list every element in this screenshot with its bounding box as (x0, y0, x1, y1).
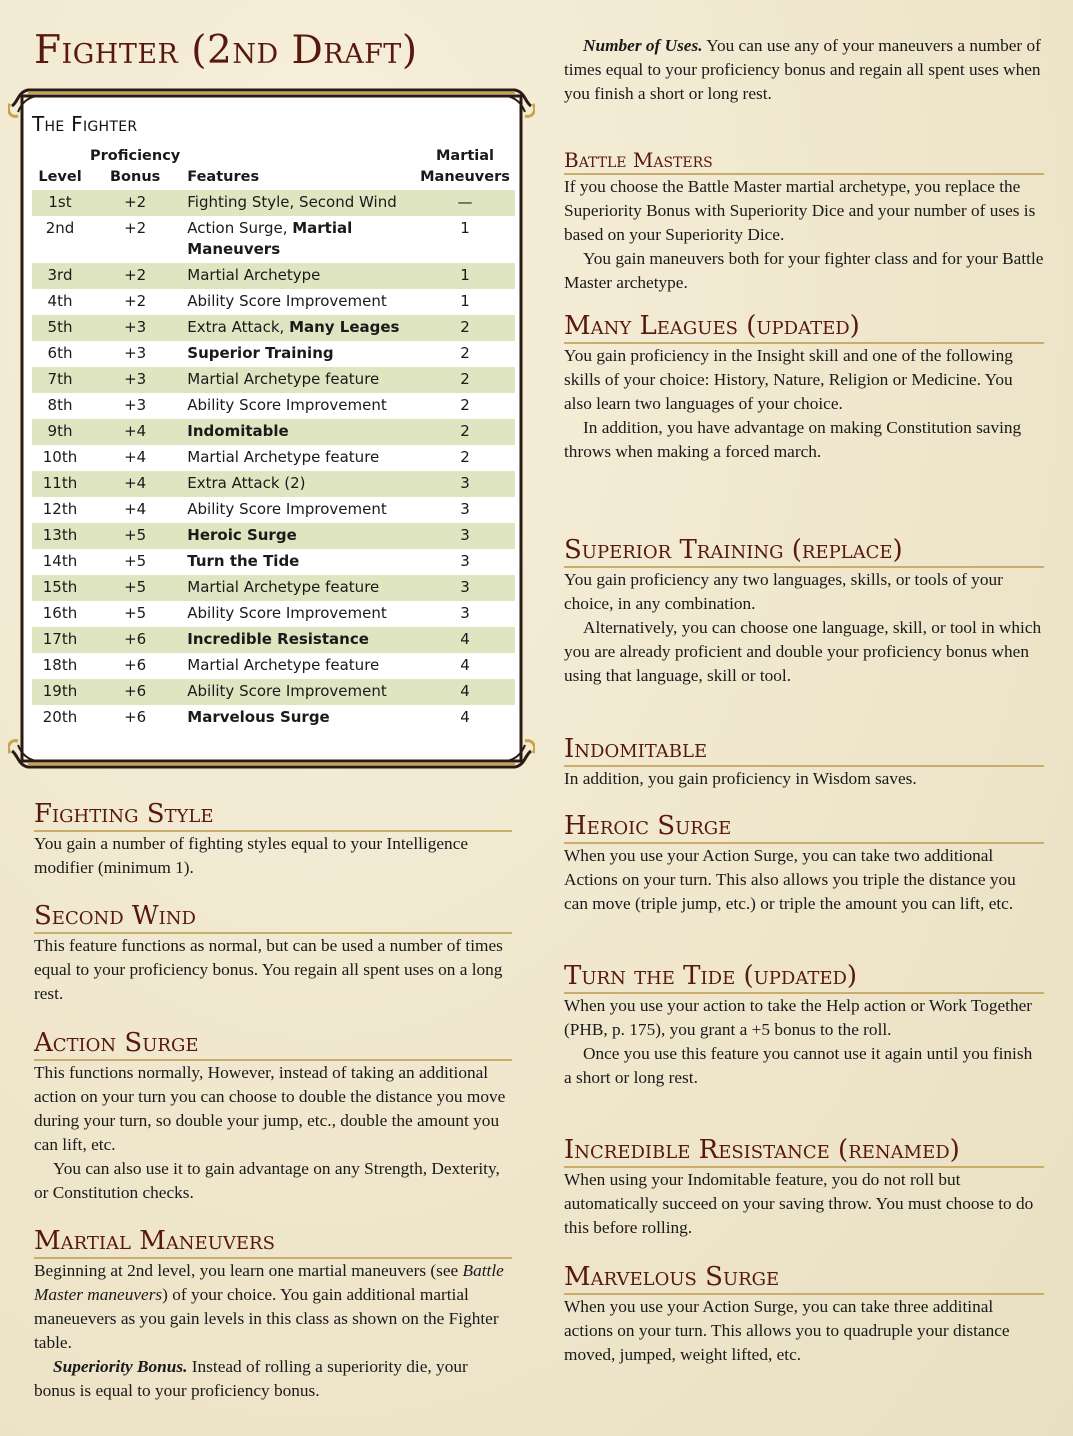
table-row (32, 705, 515, 731)
heading-martial-maneuvers: Martial Maneuvers (34, 1226, 512, 1259)
table-row (32, 523, 515, 549)
maneuvers-cell: 3 (460, 500, 470, 518)
features-cell (182, 289, 415, 315)
table-row (32, 393, 515, 419)
features-cell (182, 367, 415, 393)
features-cell (182, 601, 415, 627)
bonus-cell: +3 (124, 396, 147, 414)
feature-text: Ability Score Improvement (187, 604, 387, 622)
table-row (32, 445, 515, 471)
header-features: Features (187, 169, 260, 185)
level-cell: 1st (48, 193, 72, 211)
level-cell: 17th (42, 630, 78, 648)
feature-text: Martial Archetype feature (187, 370, 380, 388)
bonus-cell: +5 (124, 526, 147, 544)
section-indomitable (564, 734, 1044, 791)
incredible-resistance-text: When using your Indomitable feature, you do not roll but automatically succeed on your saving throw. You must choose to do this before rolling. (564, 1170, 1034, 1237)
feature-text: Martial Archetype feature (187, 448, 380, 466)
features-cell (182, 523, 415, 549)
bonus-cell: +3 (124, 344, 147, 362)
features-cell (182, 315, 415, 341)
maneuvers-cell: 4 (460, 630, 470, 648)
battle-masters-text-1: If you choose the Battle Master martial archetype, you replace the Superiority Bonus with Superiority Dice and your number of uses is based on your Superiority Dice. (564, 177, 1036, 244)
feature-new-text: Many Leages (289, 318, 400, 336)
section-action-surge (34, 1028, 512, 1205)
maneuvers-cell: 3 (460, 474, 470, 492)
bonus-cell: +5 (124, 552, 147, 570)
action-surge-text-2: You can also use it to gain advantage on any Strength, Dexterity, or Constitution checks. (34, 1159, 500, 1202)
heading-indomitable: Indomitable (564, 734, 1044, 767)
level-cell: 9th (47, 422, 73, 440)
feature-new-text: Heroic Surge (187, 526, 297, 544)
level-cell: 3rd (47, 266, 73, 284)
table-row (32, 263, 515, 289)
number-of-uses-text: Number of Uses. You can use any of your maneuvers a number of times equal to your proficiency bonus and regain all spent uses when you finish a short or long rest. (564, 36, 1041, 103)
level-cell: 6th (47, 344, 73, 362)
bonus-cell: +6 (124, 656, 147, 674)
level-cell: 20th (42, 708, 78, 726)
maneuvers-cell: 1 (460, 266, 470, 284)
feature-new-text: Turn the Tide (187, 552, 300, 570)
bonus-cell: +5 (124, 578, 147, 596)
level-cell: 8th (47, 396, 73, 414)
maneuvers-cell: 2 (460, 422, 470, 440)
table-row (32, 315, 515, 341)
heading-incredible-resistance: Incredible Resistance (renamed) (564, 1135, 1044, 1168)
feature-text: Ability Score Improvement (187, 292, 387, 310)
heading-action-surge: Action Surge (34, 1028, 512, 1061)
feature-text: Ability Score Improvement (187, 682, 387, 700)
table-row (32, 575, 515, 601)
bonus-cell: +3 (124, 318, 147, 336)
bonus-cell: +2 (124, 193, 147, 211)
table-row (32, 367, 515, 393)
features-cell (182, 393, 415, 419)
feature-new-text: Indomitable (187, 422, 289, 440)
heroic-surge-text: When you use your Action Surge, you can take two additional Actions on your turn. This also allows you triple the distance you can move (triple jump, etc.) or triple the amount you can lift, etc. (564, 846, 1016, 913)
maneuvers-cell: 3 (460, 552, 470, 570)
level-cell: 7th (47, 370, 73, 388)
table-row (32, 679, 515, 705)
level-cell: 12th (42, 500, 78, 518)
table-row (32, 497, 515, 523)
indomitable-text: In addition, you gain proficiency in Wisdom saves. (564, 769, 917, 788)
many-leagues-text-2: In addition, you have advantage on making Constitution saving throws when making a forced march. (564, 418, 1022, 461)
maneuvers-cell: 2 (460, 318, 470, 336)
maneuvers-cell: 2 (460, 370, 470, 388)
features-cell (182, 341, 415, 367)
bonus-cell: +2 (124, 219, 147, 237)
bonus-cell: +6 (124, 630, 147, 648)
section-incredible-resistance (564, 1135, 1044, 1240)
class-table (32, 112, 515, 731)
heading-turn-the-tide: Turn the Tide (updated) (564, 961, 1044, 994)
bonus-cell: +2 (124, 292, 147, 310)
feature-text: Ability Score Improvement (187, 396, 387, 414)
feature-new-text: Martial Maneuvers (187, 219, 353, 258)
section-martial-maneuvers (34, 1226, 512, 1403)
maneuvers-cell: — (457, 193, 473, 211)
features-cell (182, 679, 415, 705)
section-many-leagues (564, 311, 1044, 464)
maneuvers-cell: 1 (460, 292, 470, 310)
section-battle-masters (564, 148, 1044, 295)
level-cell: 18th (42, 656, 78, 674)
section-marvelous-surge (564, 1262, 1044, 1367)
heading-battle-masters: Battle Masters (564, 148, 1044, 175)
martial-maneuvers-text-1: Beginning at 2nd level, you learn one martial maneuvers (see Battle Master maneuvers) of your choice. You gain additional martial maneuevers as you gain levels in this class as shown on the Fighter table. (34, 1261, 504, 1352)
feature-new-text: Marvelous Surge (187, 708, 330, 726)
level-cell: 15th (42, 578, 78, 596)
superiority-bonus-text: Superiority Bonus. Instead of rolling a superiority die, your bonus is equal to your proficiency bonus. (34, 1357, 468, 1400)
section-heroic-surge (564, 811, 1044, 916)
page-title: Fighter (2nd Draft) (34, 28, 418, 73)
many-leagues-text-1: You gain proficiency in the Insight skill and one of the following skills of your choice: History, Nature, Religion or Medicine. You also learn two languages of your choice. (564, 346, 1013, 413)
feature-text: Ability Score Improvement (187, 500, 387, 518)
turn-the-tide-text-2: Once you use this feature you cannot use it again until you finish a short or long rest. (564, 1044, 1033, 1087)
features-cell (182, 419, 415, 445)
maneuvers-cell: 2 (460, 344, 470, 362)
fighting-style-text: You gain a number of fighting styles equal to your Intelligence modifier (minimum 1). (34, 834, 469, 877)
battle-masters-text-2: You gain maneuvers both for your fighter class and for your Battle Master archetype. (564, 249, 1044, 292)
features-cell (182, 705, 415, 731)
heading-many-leagues: Many Leagues (updated) (564, 311, 1044, 344)
second-wind-text: This feature functions as normal, but can be used a number of times equal to your proficiency bonus. You regain all spent uses on a long rest. (34, 936, 503, 1003)
table-row (32, 341, 515, 367)
feature-text: Fighting Style, Second Wind (187, 193, 397, 211)
header-proficiency-bonus: Proficiency Bonus (90, 148, 181, 185)
maneuvers-cell: 2 (460, 396, 470, 414)
table-row (32, 190, 515, 216)
marvelous-surge-text: When you use your Action Surge, you can take three additinal actions on your turn. This allows you to quadruple your distance moved, jumped, weight lifted, etc. (564, 1297, 1010, 1364)
heading-fighting-style: Fighting Style (34, 799, 512, 832)
level-cell: 19th (42, 682, 78, 700)
header-martial-maneuvers: Martial Maneuvers (420, 148, 510, 185)
section-second-wind (34, 901, 512, 1006)
feature-text: Extra Attack, (187, 318, 290, 336)
bonus-cell: +4 (124, 500, 147, 518)
table-row (32, 419, 515, 445)
feature-new-text: Incredible Resistance (187, 630, 369, 648)
heading-marvelous-surge: Marvelous Surge (564, 1262, 1044, 1295)
features-cell (182, 471, 415, 497)
table-title: The Fighter (32, 112, 138, 136)
turn-the-tide-text-1: When you use your action to take the Help action or Work Together (PHB, p. 175), you grant a +5 bonus to the roll. (564, 996, 1033, 1039)
maneuvers-cell: 4 (460, 682, 470, 700)
superior-training-text-1: You gain proficiency any two languages, skills, or tools of your choice, in any combination. (564, 570, 1003, 613)
feature-text: Extra Attack (2) (187, 474, 306, 492)
class-table-frame (8, 82, 535, 775)
bonus-cell: +2 (124, 266, 147, 284)
table-row (32, 653, 515, 679)
section-superior-training (564, 535, 1044, 688)
bonus-cell: +4 (124, 422, 147, 440)
level-cell: 14th (42, 552, 78, 570)
table-body (32, 190, 515, 731)
features-cell (182, 216, 415, 263)
bonus-cell: +3 (124, 370, 147, 388)
heading-second-wind: Second Wind (34, 901, 512, 934)
level-cell: 10th (42, 448, 78, 466)
maneuvers-cell: 4 (460, 656, 470, 674)
features-cell (182, 549, 415, 575)
heading-heroic-surge: Heroic Surge (564, 811, 1044, 844)
feature-text: Martial Archetype feature (187, 656, 380, 674)
table-row (32, 471, 515, 497)
table-row (32, 601, 515, 627)
maneuvers-cell: 3 (460, 578, 470, 596)
maneuvers-cell: 4 (460, 708, 470, 726)
heading-superior-training: Superior Training (replace) (564, 535, 1044, 568)
features-cell (182, 575, 415, 601)
action-surge-text-1: This functions normally, However, instead of taking an additional action on your turn you can choose to double the distance you move during your turn, so double your jump, etc., double the amount you can lift, etc. (34, 1063, 506, 1154)
feature-text: Martial Archetype feature (187, 578, 380, 596)
bonus-cell: +4 (124, 448, 147, 466)
level-cell: 11th (42, 474, 78, 492)
section-number-of-uses (564, 34, 1044, 106)
features-cell (182, 263, 415, 289)
table-row (32, 289, 515, 315)
section-turn-the-tide (564, 961, 1044, 1090)
features-cell (182, 497, 415, 523)
feature-text: Action Surge, (187, 219, 293, 237)
table-row (32, 549, 515, 575)
level-cell: 4th (47, 292, 73, 310)
table-row (32, 627, 515, 653)
features-cell (182, 445, 415, 471)
features-cell (182, 190, 415, 216)
level-cell: 13th (42, 526, 78, 544)
fighter-table (32, 146, 515, 731)
level-cell: 2nd (45, 219, 75, 237)
level-cell: 5th (47, 318, 73, 336)
feature-text: Martial Archetype (187, 266, 321, 284)
maneuvers-cell: 3 (460, 526, 470, 544)
bonus-cell: +6 (124, 682, 147, 700)
maneuvers-cell: 1 (460, 219, 470, 237)
maneuvers-cell: 2 (460, 448, 470, 466)
features-cell (182, 627, 415, 653)
header-level: Level (38, 169, 82, 185)
bonus-cell: +6 (124, 708, 147, 726)
section-fighting-style (34, 799, 512, 880)
feature-new-text: Superior Training (187, 344, 334, 362)
superior-training-text-2: Alternatively, you can choose one language, skill, or tool in which you are already proficient and double your proficiency bonus when using that language, skill or tool. (564, 618, 1042, 685)
bonus-cell: +4 (124, 474, 147, 492)
bonus-cell: +5 (124, 604, 147, 622)
maneuvers-cell: 3 (460, 604, 470, 622)
table-row (32, 216, 515, 263)
features-cell (182, 653, 415, 679)
level-cell: 16th (42, 604, 78, 622)
